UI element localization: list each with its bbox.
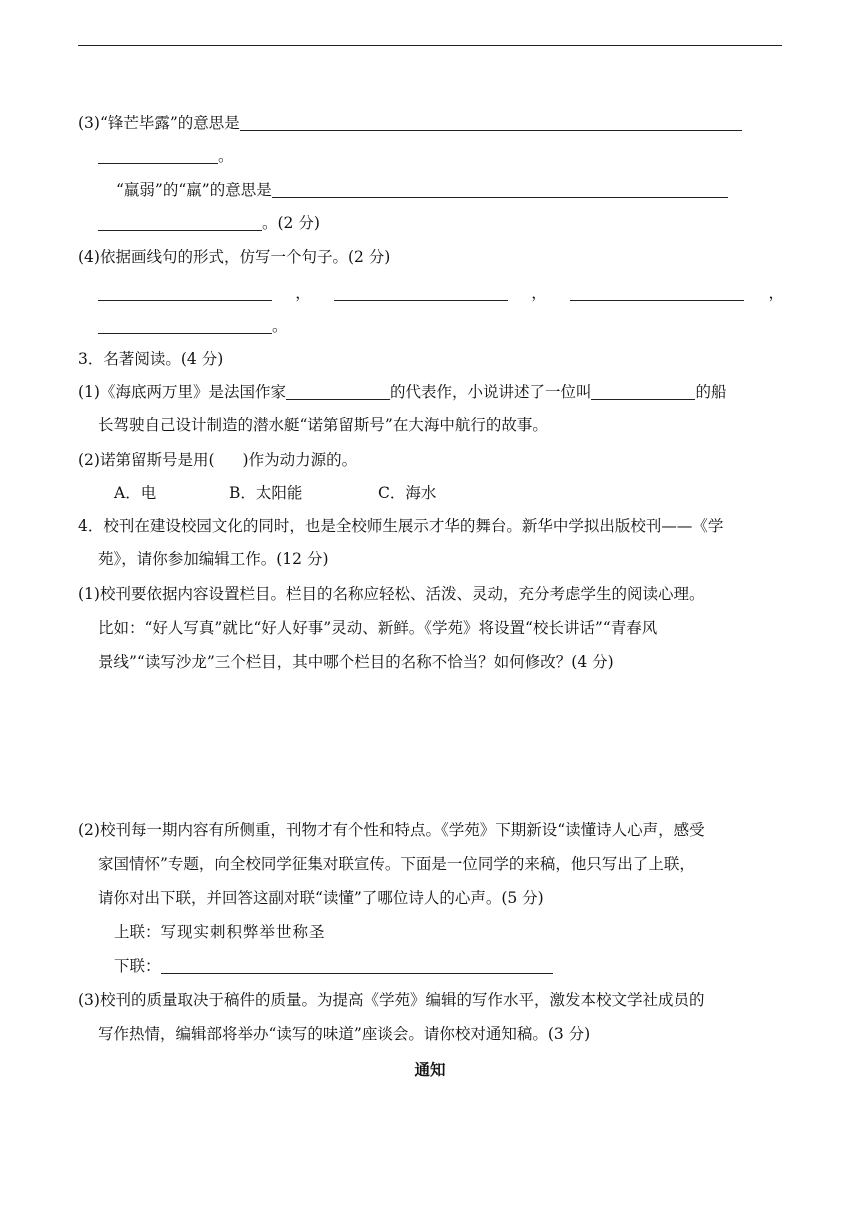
answer-blank[interactable] [570, 284, 744, 301]
question-3-1-line: (1)《海底两万里》是法国作家 的代表作，小说讲述了一位叫 的船 [78, 383, 727, 401]
question-4-2-line3: 请你对出下联，并回答这副对联“读懂”了哪位诗人的心声。(5 分) [98, 889, 544, 907]
upper-couplet: 上联：写现实刺积弊举世称圣 [114, 923, 326, 941]
answer-blank[interactable] [272, 181, 728, 198]
question-2-3b-line: “羸弱”的“羸”的意思是 [116, 180, 728, 200]
answer-blank[interactable] [98, 214, 262, 231]
option-c: C．海水 [378, 484, 437, 502]
question-4-3-line1: (3)校刊的质量取决于稿件的质量。为提高《学苑》编辑的写作水平，激发本校文学社成员的 [78, 991, 705, 1009]
lower-couplet: 下联： [114, 956, 553, 976]
question-4-heading-line2: 苑》，请你参加编辑工作。(12 分) [98, 550, 329, 568]
answer-blank[interactable] [591, 383, 695, 400]
answer-blank[interactable] [240, 114, 742, 131]
answer-blank[interactable] [98, 284, 272, 301]
imitation-blank-row: ， ， ， [98, 283, 784, 303]
question-4-heading-line1: 4．校刊在建设校园文化的同时，也是全校师生展示才华的舞台。新华中学拟出版校刊——《学 [78, 517, 724, 535]
answer-blank[interactable] [334, 284, 508, 301]
question-4-1-line1: (1)校刊要依据内容设置栏目。栏目的名称应轻松、活泼、灵动，充分考虑学生的阅读心理。 [78, 585, 705, 603]
question-4-1-line3: 景线”“读写沙龙”三个栏目，其中哪个栏目的名称不恰当？如何修改？(4 分) [98, 653, 614, 671]
imitation-blank-row-2: 。 [98, 316, 288, 336]
question-2-4-prompt: (4)依据画线句的形式，仿写一个句子。(2 分) [78, 248, 391, 266]
question-3-1-line2: 长驾驶自己设计制造的潜水艇“诺第留斯号”在大海中航行的故事。 [98, 416, 548, 434]
notice-title: 通知 [414, 1061, 446, 1079]
answer-blank[interactable] [286, 383, 390, 400]
question-4-1-line2: 比如：“好人写真”就比“好人好事”灵动、新鲜。《学苑》将设置“校长讲话”“青春风 [98, 619, 658, 637]
answer-blank[interactable] [98, 317, 272, 334]
option-a: A．电 [114, 484, 157, 502]
option-b: B．太阳能 [229, 484, 303, 502]
answer-blank[interactable] [98, 147, 218, 164]
question-3-2-line: (2)诺第留斯号是用( )作为动力源的。 [78, 451, 358, 469]
answer-blank[interactable] [161, 957, 553, 974]
question-3-heading: 3．名著阅读。(4 分) [78, 350, 224, 368]
question-4-3-line2: 写作热情，编辑部将举办“读写的味道”座谈会。请你校对通知稿。(3 分) [98, 1025, 591, 1043]
question-2-3-continuation: 。 [98, 146, 234, 166]
question-4-2-line1: (2)校刊每一期内容有所侧重，刊物才有个性和特点。《学苑》下期新设“读懂诗人心声，感受 [78, 821, 705, 839]
header-rule [78, 45, 782, 46]
question-4-2-line2: 家国情怀”专题，向全校同学征集对联宣传。下面是一位同学的来稿，他只写出了上联， [98, 855, 695, 873]
question-2-3b-continuation: 。(2 分) [98, 213, 320, 233]
question-2-3-line: (3)“锋芒毕露”的意思是 [78, 113, 742, 133]
